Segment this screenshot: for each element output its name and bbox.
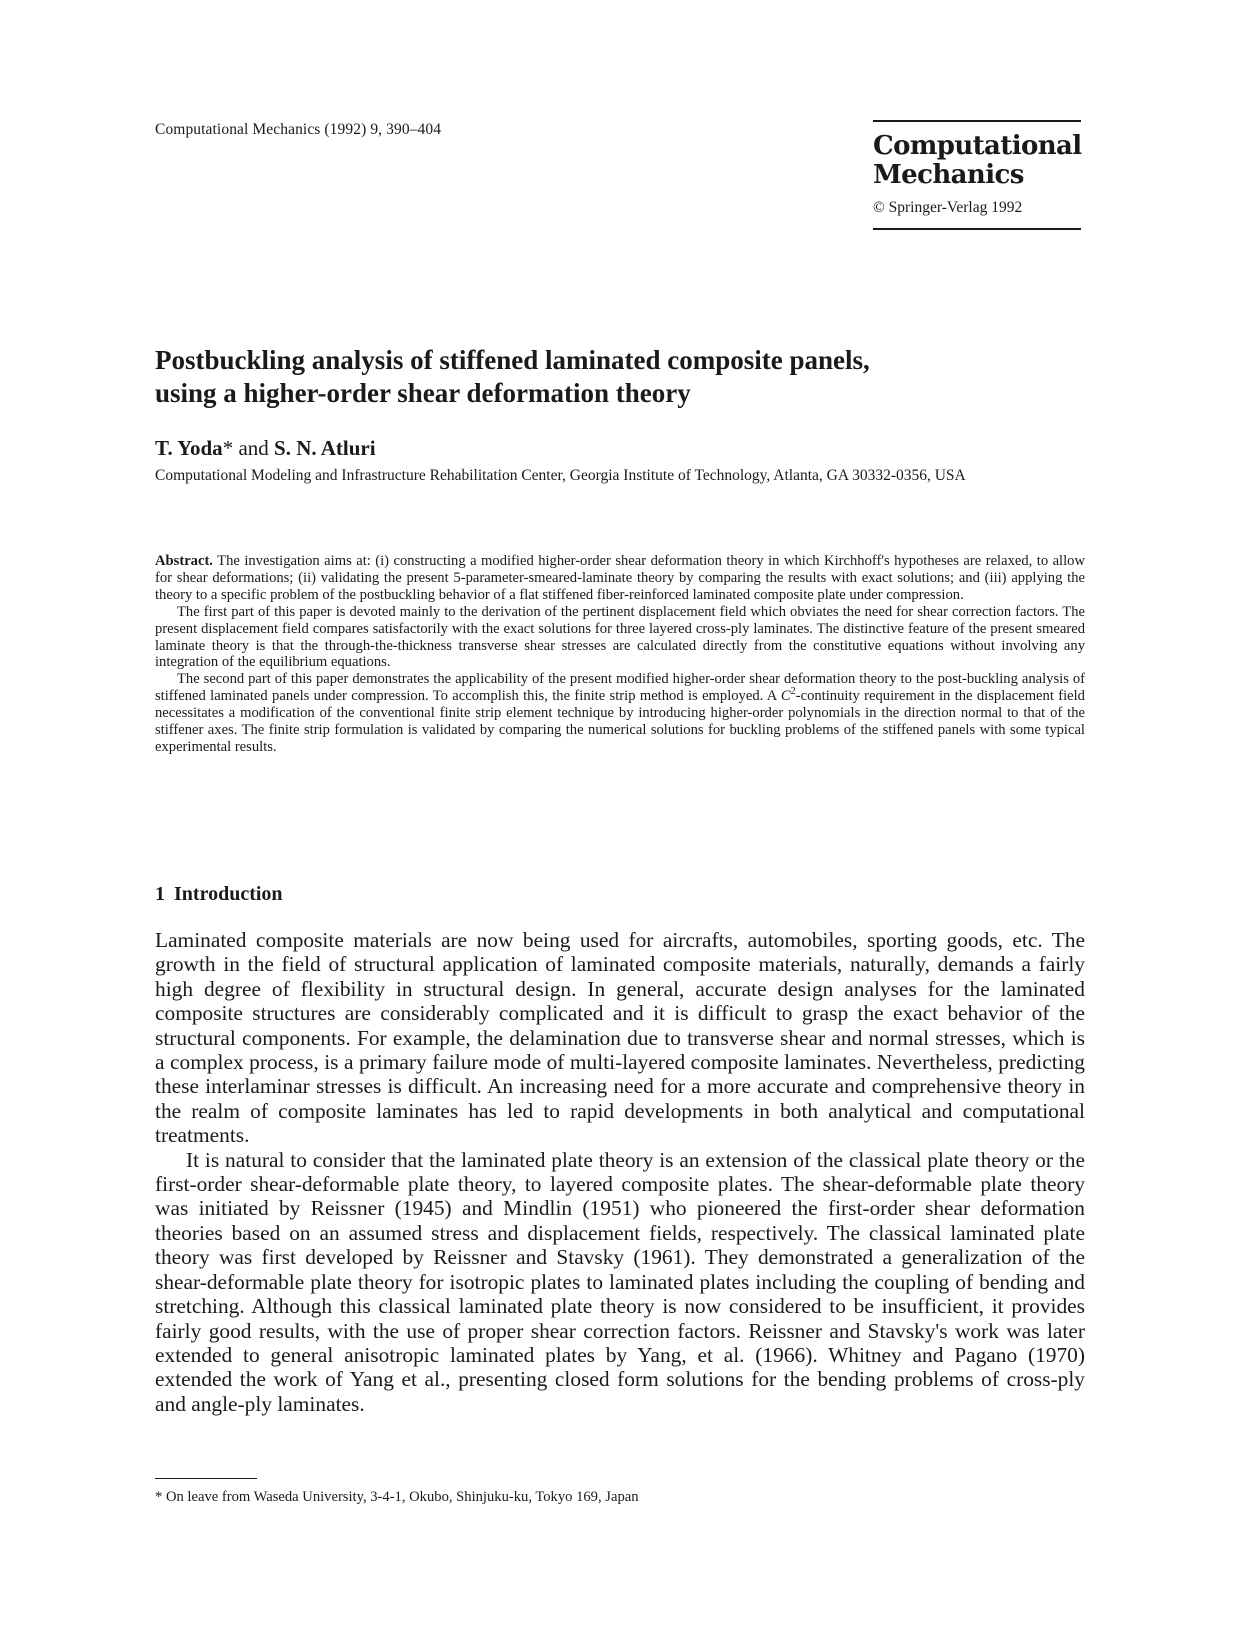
abstract-label: Abstract.	[155, 553, 213, 569]
journal-masthead	[873, 120, 1081, 230]
author-2: S. N. Atluri	[274, 436, 376, 460]
masthead-bottom-rule	[873, 228, 1081, 230]
introduction-paragraph-1: Laminated composite materials are now being used for aircrafts, automobiles, sporting goods, etc. The growth in the field of structural application of laminated composite materials, naturally, demands a fairly high degree of flexibility in structural design. In general, accurate design analyses for the laminated composite structures are considerably complicated and it is difficult to grasp the exact behavior of the structural components. For example, the delamination due to transverse shear and normal stresses, which is a complex process, is a primary failure mode of multi-layered composite laminates. Nevertheless, predicting these interlaminar stresses is difficult. An increasing need for a more accurate and comprehensive theory in the realm of composite laminates has led to rapid developments in both analytical and computational treatments.	[155, 928, 1085, 1148]
abstract-paragraph-2: The first part of this paper is devoted mainly to the derivation of the pertinent displacement field which obviates the need for shear correction factors. The present displacement field compares satisfactorily with the exact solutions for three layered cross-ply laminates. The distinctive feature of the present smeared laminate theory is that the through-the-thickness transverse shear stresses are calculated directly from the constitutive equations without involving any integration of the equilibrium equations.	[155, 603, 1085, 671]
abstract-text-3a: The second part of this paper demonstrates the applicability of the present modified higher-order shear deformation theory to the post-buckling analysis of stiffened laminated panels under compression. To accomplish this, the finite strip method is employed. A	[155, 671, 1085, 705]
abstract	[155, 553, 1085, 756]
author-1-footnote-mark: *	[222, 436, 234, 460]
masthead-top-rule	[873, 120, 1081, 122]
abstract-text-1: The investigation aims at: (i) constructing a modified higher-order shear deformation theory in which Kirchhoff's hypotheses are relaxed, to allow for shear deformations; (ii) validating the present 5-parameter-smeared-laminate theory by comparing the results with exact solutions; and (iii) applying the theory to a specific problem of the postbuckling behavior of a flat stiffened fiber-reinforced laminated composite plate under compression.	[155, 553, 1085, 603]
footnote-divider	[155, 1478, 257, 1479]
abstract-paragraph-3	[155, 671, 1085, 756]
abstract-text-3b: -continuity requirement in the displacement field necessitates a modification of the conventional finite strip element technique by introducing higher-order polynomials in the direction normal to that of the stiffener axes. The finite strip formulation is validated by comparing the numerical solutions for buckling problems of the stiffened panels with some typical experimental results.	[155, 688, 1085, 755]
section-heading-introduction	[155, 883, 283, 906]
journal-name-line2: Mechanics	[873, 160, 1024, 190]
introduction-body	[155, 928, 1085, 1416]
section-number: 1	[155, 883, 165, 905]
section-title: Introduction	[174, 883, 283, 905]
abstract-paragraph-1	[155, 553, 1085, 604]
continuity-order: 2	[790, 686, 796, 698]
paper-title-line1: Postbuckling analysis of stiffened laminated composite panels,	[155, 345, 870, 375]
paper-title-line2: using a higher-order shear deformation theory	[155, 378, 691, 408]
author-1: T. Yoda	[155, 436, 223, 460]
author-list	[155, 436, 376, 461]
author-separator: and	[233, 436, 275, 460]
copyright-notice: © Springer-Verlag 1992	[873, 199, 1023, 216]
journal-name	[873, 132, 1081, 190]
author-affiliation: Computational Modeling and Infrastructure Rehabilitation Center, Georgia Institute of Technology, Atlanta, GA 30332-0356, USA	[155, 467, 966, 484]
introduction-paragraph-2: It is natural to consider that the laminated plate theory is an extension of the classical plate theory or the first-order shear-deformable plate theory, to layered composite plates. The shear-deformable plate theory was initiated by Reissner (1945) and Mindlin (1951) who pioneered the first-order shear deformation theories based on an assumed stress and displacement fields, respectively. The classical laminated plate theory was first developed by Reissner and Stavsky (1961). They demonstrated a generalization of the shear-deformable plate theory for isotropic plates to laminated plates including the coupling of bending and stretching. Although this classical laminated plate theory is now considered to be insufficient, it provides fairly good results, with the use of proper shear correction factors. Reissner and Stavsky's work was later extended to general anisotropic laminated plates by Yang, et al. (1966). Whitney and Pagano (1970) extended the work of Yang et al., presenting closed form solutions for the bending problems of cross-ply and angle-ply laminates.	[155, 1147, 1085, 1416]
journal-citation: Computational Mechanics (1992) 9, 390–404	[155, 121, 442, 138]
journal-name-line1: Computational	[873, 131, 1082, 161]
paper-title	[155, 344, 1095, 410]
footnote: * On leave from Waseda University, 3-4-1, Okubo, Shinjuku-ku, Tokyo 169, Japan	[155, 1489, 639, 1505]
continuity-symbol: C	[780, 688, 791, 705]
